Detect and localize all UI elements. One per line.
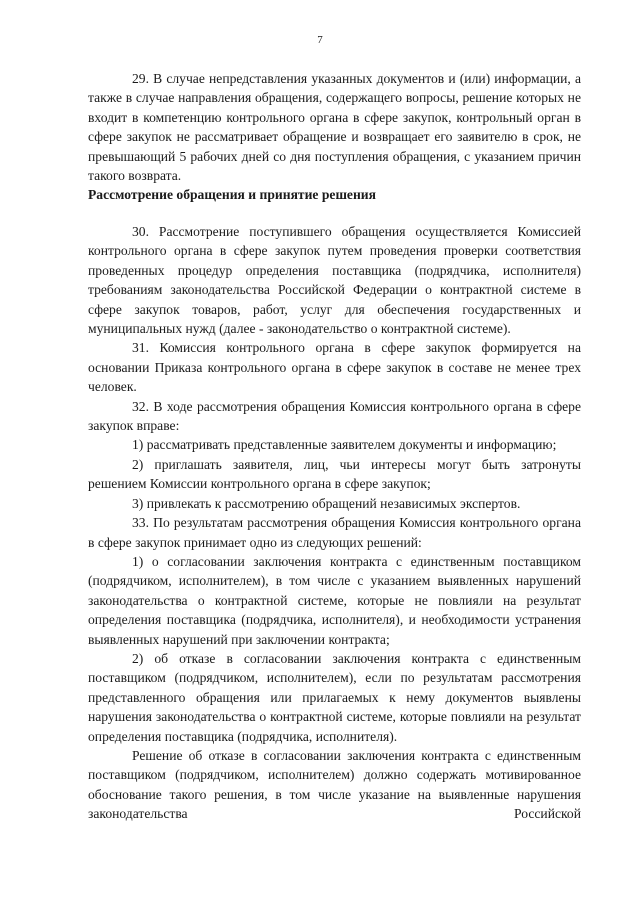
paragraph-33: 33. По результатам рассмотрения обращения Комиссия контрольного органа в сфере закупок принимает одно из следующих решений: (88, 515, 581, 550)
heading-block (88, 185, 581, 204)
paragraph-refusal: Решение об отказе в согласовании заключения контракта с единственным поставщиком (подрядчиком, исполнителем) должно содержать мотивированное обоснование такого решения, в том числе указание на выявленные нарушения законодательства Российской (88, 747, 581, 822)
item-32-3: 3) привлекать к рассмотрению обращений независимых экспертов. (132, 495, 521, 511)
paragraph-29: 29. В случае непредставления указанных документов и (или) информации, а также в случае направления обращения, содержащего вопросы, решение которых не входит в компетенцию контрольного органа в сфере закупок, контрольный орган в сфере закупок не рассматривает обращение и возвращает его заявителю в срок, не превышающий 5 рабочих дней со дня поступления обращения, с указанием причин такого возврата. (88, 71, 581, 184)
item-33-1: 1) о согласовании заключения контракта с единственным поставщиком (подрядчиком, исполнителем), в том числе с указанием выявленных нарушений законодательства о контрактной системе, которые не повлияли на результат определения поставщика (подрядчика, исполнителя), и необходимости устранения выявленных нарушений при заключении контракта; (88, 553, 581, 647)
item-32-1: 1) рассматривать представленные заявителем документы и информацию; (132, 437, 557, 453)
page-number: 7 (317, 34, 323, 46)
main-text-block (88, 222, 581, 824)
paragraph-30: 30. Рассмотрение поступившего обращения осуществляется Комиссией контрольного органа в сфере закупок путем проведения проверки соответствия проведенных процедур определения поставщика (подрядчика, исполнителя) требованиям законодательства Российской Федерации о контрактной системе в сфере закупок товаров, работ, услуг для обеспечения государственных и муниципальных нужд (далее - законодательство о контрактной системе). (88, 224, 581, 337)
item-32-2: 2) приглашать заявителя, лиц, чьи интересы могут быть затронуты решением Комиссии контрольного органа в сфере закупок; (88, 456, 581, 492)
item-33-2: 2) об отказе в согласовании заключения контракта с единственным поставщиком (подрядчиком, исполнителем), если по результатам рассмотрения представленного обращения или прилагаемых к нему документов выявлены нарушения законодательства о контрактной системе, которые повлияли на результат определения поставщика (подрядчика, исполнителя). (88, 650, 581, 744)
paragraph-32: 32. В ходе рассмотрения обращения Комиссия контрольного органа в сфере закупок вправе: (88, 398, 581, 434)
text-block-29 (88, 69, 581, 185)
section-heading: Рассмотрение обращения и принятие решения (88, 187, 376, 202)
paragraph-31: 31. Комиссия контрольного органа в сфере закупок формируется на основании Приказа контрольного органа в сфере закупок в составе не менее трех человек. (88, 340, 581, 395)
